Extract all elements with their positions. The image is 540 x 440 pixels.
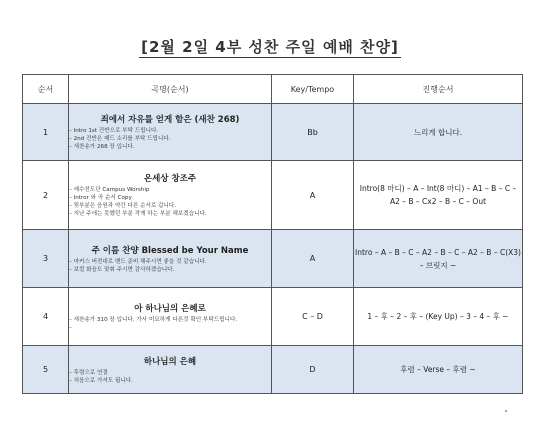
header-num: 순서 xyxy=(23,75,69,104)
row-key: D xyxy=(272,346,354,394)
row-song xyxy=(69,288,272,346)
header-order: 진행순서 xyxy=(354,75,523,104)
page-title xyxy=(0,36,540,57)
row-order: 느리게 합니다. xyxy=(354,104,523,161)
row-song xyxy=(69,230,272,288)
header-key: Key/Tempo xyxy=(272,75,354,104)
song-notes: – 예수전도단 Campus Worship – Intror 와 곡 순서 Copy – 뒷부분은 음원과 약간 다른 순서로 갑니다. – 지난 주에는 못했던 부분 작게 하는 부분 해보겠습니다. xyxy=(69,187,207,217)
row-num: 2 xyxy=(23,161,69,230)
table-row xyxy=(23,230,523,288)
song-notes: – 후렴으로 연결 – 처음으로 가셔도 됩니다. xyxy=(69,369,133,384)
row-song xyxy=(69,104,272,161)
row-order: 후렴 – Verse – 후렴 ~ xyxy=(354,346,523,394)
row-order: Intro – A – B – C – A2 – B – C – A2 – B – C(X3) – 브릿지 ~ xyxy=(354,230,523,288)
stray-dot xyxy=(505,410,507,412)
row-num: 1 xyxy=(23,104,69,161)
header-song: 곡명(순서) xyxy=(69,75,272,104)
row-key: A xyxy=(272,161,354,230)
song-title: 아 하나님의 은혜로 xyxy=(134,303,206,314)
song-title: 하나님의 은혜 xyxy=(143,356,197,367)
row-key: A xyxy=(272,230,354,288)
song-title: 주 이름 찬양 Blessed be Your Name xyxy=(91,245,249,256)
row-song xyxy=(69,161,272,230)
table-row xyxy=(23,161,523,230)
table-row xyxy=(23,104,523,161)
row-order: 1 – 후 – 2 – 후 – (Key Up) – 3 – 4 – 후 ~ xyxy=(354,288,523,346)
row-num: 4 xyxy=(23,288,69,346)
table-row xyxy=(23,288,523,346)
row-key: Bb xyxy=(272,104,354,161)
setlist-table xyxy=(22,74,523,394)
table-row xyxy=(23,346,523,394)
song-notes: – Intro 1st 건반으로 부탁 드립니다. – 2nd 건반은 패드 소리를 부탁 드립니다. – 새찬송가 268 장 입니다. xyxy=(69,128,171,150)
page-title-text: [2월 2일 4부 성찬 주일 예배 찬양] xyxy=(141,38,399,56)
row-key: C – D xyxy=(272,288,354,346)
row-num: 3 xyxy=(23,230,69,288)
song-title: 온세상 창조주 xyxy=(143,174,197,184)
song-notes: – 마커스 버전대로 밴드 준비 해주시면 좋을 것 같습니다. – 보컬 화음도 맞춰 주시면 감사하겠습니다. xyxy=(69,258,207,273)
table-header-row xyxy=(23,75,523,104)
row-order: Intro(8 마디) – A – Int(8 마디) – A1 – B – C – A2 – B – Cx2 – B – C – Out xyxy=(354,161,523,230)
song-title: 죄에서 자유를 얻게 함은 (새찬 268) xyxy=(100,115,240,125)
song-notes: – 새찬송가 310 장 입니다. 가사 미묘하게 다른것 확인 부탁드립니다. – xyxy=(69,316,238,331)
row-num: 5 xyxy=(23,346,69,394)
row-song xyxy=(69,346,272,394)
